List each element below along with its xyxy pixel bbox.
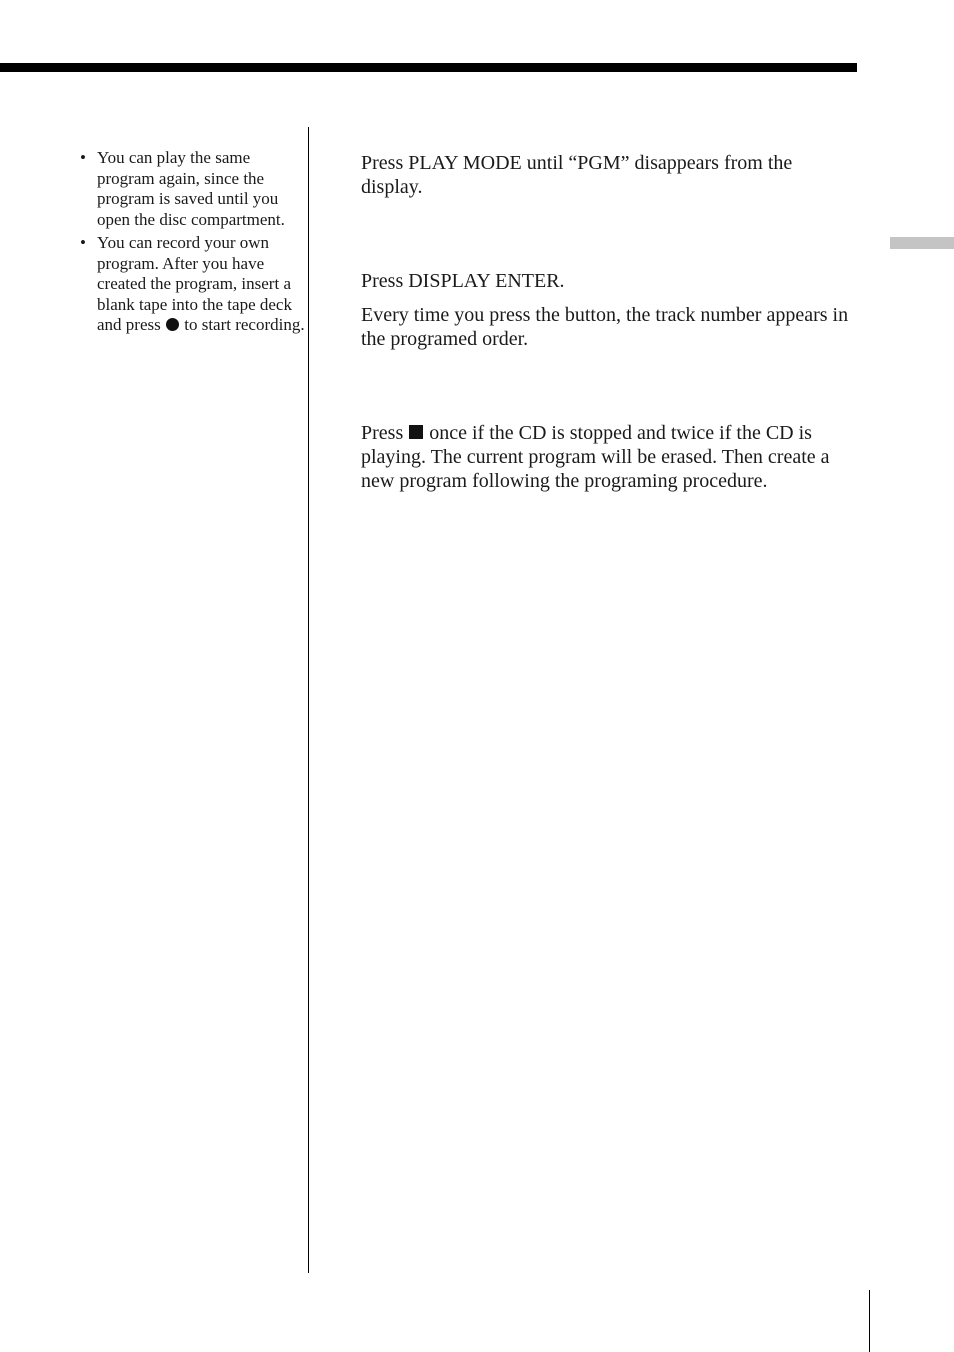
instruction-detail: Every time you press the button, the track number appears in the programed order. [361,304,849,350]
instruction-step: Press DISPLAY ENTER. [361,270,565,292]
instruction-text: Press PLAY MODE until “PGM” disappears from the display. [361,152,793,198]
section-cancel-program-play [361,151,853,199]
stop-square-icon [409,425,423,439]
header-rule [0,63,857,72]
section-tab-marker [890,237,954,249]
bullet-point: • [80,233,86,252]
margin-note-text-end: to start recording. [184,315,305,334]
bullet-point: • [80,148,86,167]
margin-note-text: You can play the same program again, since the program is saved until you open the disc compartment. [97,148,285,229]
section-check-order [361,269,853,351]
margin-note-item [80,233,308,336]
footer-rule [869,1290,870,1352]
instruction-text-end: once if the CD is stopped and twice if the CD is playing. The current program will be erased. Then create a new program following the programing procedure. [361,422,830,492]
margin-notes [80,148,308,339]
margin-note-text: You can record your own program. After you have created the program, insert a blank tape into the tape deck and press [97,233,292,334]
column-divider [308,127,309,1273]
section-change-program [361,421,853,493]
margin-note-item [80,148,308,230]
instruction-text [361,421,853,493]
record-dot-icon [166,318,179,331]
instruction-text-start: Press [361,422,404,444]
